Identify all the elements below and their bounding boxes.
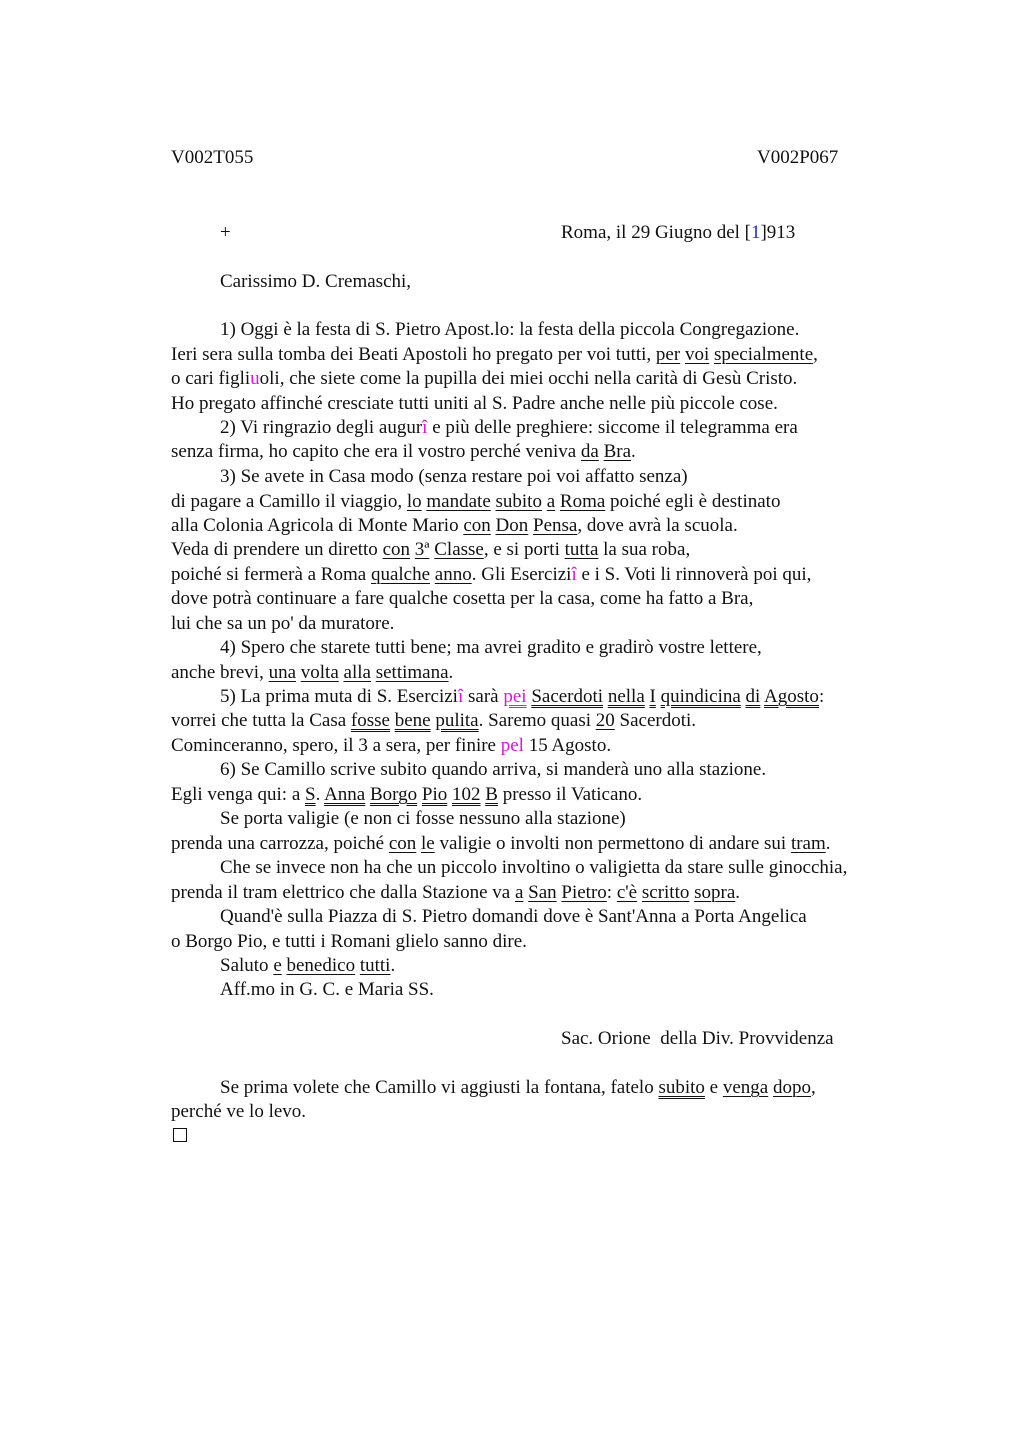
marked-text: con — [382, 539, 410, 560]
marked-text: Pensa — [533, 515, 578, 536]
text-line — [171, 393, 778, 415]
text-line — [220, 319, 799, 341]
text-segment: oli, che siete come la pupilla dei miei occhi nella carità di Gesù Cristo. — [259, 368, 798, 389]
text-segment: la sua roba, — [598, 539, 691, 560]
text-line — [171, 882, 740, 904]
text-segment: e i S. Voti li rinnoverà poi qui, — [576, 564, 812, 585]
text-segment: e più delle preghiere: siccome il telegramma era — [427, 417, 798, 438]
marked-text: sopra — [694, 882, 736, 903]
text-line — [171, 833, 831, 855]
text-line — [171, 539, 690, 561]
marked-text: pel — [500, 735, 524, 756]
text-line — [220, 979, 434, 1001]
text-line — [220, 686, 824, 708]
marked-text: con — [463, 515, 491, 536]
marked-text: Roma — [559, 491, 606, 512]
date-prefix: Roma, il 29 Giugno del [ — [561, 222, 751, 243]
text-line — [171, 368, 797, 390]
marked-text: Pietro — [561, 882, 607, 903]
text-segment: Sacerdoti. — [614, 710, 697, 731]
marked-text: Pio — [421, 784, 448, 805]
marked-text: dopo — [772, 1077, 811, 1098]
marked-text: tutti — [359, 955, 391, 976]
text-segment: valigie o involti non permettono di andare sui — [434, 833, 791, 854]
marked-text: Borgo — [369, 784, 418, 805]
text-line — [171, 564, 811, 586]
text-segment: . Saremo quasi — [478, 710, 596, 731]
text-line — [220, 417, 798, 439]
marked-text: scritto — [641, 882, 690, 903]
text-segment: 2) Vi ringrazio degli augur — [220, 417, 423, 438]
text-line — [220, 906, 807, 928]
text-segment: , — [810, 1077, 816, 1098]
marked-text: subito — [658, 1077, 705, 1098]
text-segment: , — [813, 344, 818, 365]
text-segment: 1) Oggi è la festa di S. Pietro Apost.lo: la festa della piccola Congregazione. — [220, 319, 800, 340]
marked-text: I — [649, 686, 656, 707]
marked-text: 20 — [595, 710, 615, 731]
text-segment: 5) La prima muta di S. Esercizi — [220, 686, 458, 707]
marked-text: î — [457, 686, 464, 707]
text-segment: Se prima volete che Camillo vi aggiusti la fontana, fatelo — [220, 1077, 659, 1098]
salutation: Carissimo D. Cremaschi, — [220, 271, 412, 292]
marked-text: benedico — [286, 955, 356, 976]
text-segment: Quand'è sulla Piazza di S. Pietro domandi dove è Sant'Anna a Porta Angelica — [220, 906, 807, 927]
text-segment: : — [818, 686, 825, 707]
marked-text: e — [273, 955, 282, 976]
text-line — [220, 857, 847, 879]
text-segment: . — [315, 784, 325, 805]
signature: Sac. Orione della Div. Provvidenza — [561, 1028, 834, 1049]
text-segment: Ho pregato affinché cresciate tutti uniti al S. Padre anche nelle più piccole cose. — [171, 393, 778, 414]
marked-text: da — [580, 441, 599, 462]
marked-text: u — [250, 368, 260, 389]
text-segment: perché ve lo levo. — [171, 1101, 307, 1122]
text-segment: Saluto — [220, 955, 274, 976]
marked-text: le — [421, 833, 435, 854]
text-line — [171, 441, 636, 463]
document-code-right: V002P067 — [757, 147, 839, 168]
text-segment: alla Colonia Agricola di Monte Mario — [171, 515, 464, 536]
text-segment: senza firma, ho capito che era il vostro perché veniva — [171, 441, 581, 462]
text-line — [171, 1101, 306, 1123]
text-segment: , e si porti — [483, 539, 565, 560]
text-segment: vorrei che tutta la Casa — [171, 710, 351, 731]
marked-text: Bra — [603, 441, 632, 462]
marked-text: 3ª — [414, 539, 430, 560]
marked-text: mandate — [426, 491, 491, 512]
text-line — [171, 491, 780, 513]
text-segment: . Gli Esercizi — [471, 564, 572, 585]
marked-text: venga — [722, 1077, 769, 1098]
text-segment: , dove avrà la scuola. — [577, 515, 738, 536]
text-segment: 4) Spero che starete tutti bene; ma avrei gradito e gradirò vostre lettere, — [220, 637, 762, 658]
marked-text: lo — [406, 491, 422, 512]
text-line — [171, 931, 527, 953]
text-segment: e — [704, 1077, 723, 1098]
text-segment: 15 Agosto. — [523, 735, 612, 756]
square-icon — [173, 1128, 187, 1142]
text-segment: : — [606, 882, 617, 903]
marked-text: fosse — [350, 710, 390, 731]
marked-text: voi — [684, 344, 710, 365]
text-line — [220, 955, 395, 977]
letter-date — [561, 222, 795, 244]
marked-text: a — [514, 882, 524, 903]
text-line — [220, 637, 762, 659]
marked-text: per — [655, 344, 681, 365]
marked-text: B — [485, 784, 498, 805]
marked-text: bene — [394, 710, 431, 731]
marked-text: a — [546, 491, 556, 512]
text-segment: presso il Vaticano. — [497, 784, 643, 805]
marked-text: anno — [434, 564, 472, 585]
text-line — [220, 808, 626, 830]
cross-mark: + — [220, 222, 231, 243]
marked-text: Agosto — [764, 686, 819, 707]
marked-text: con — [388, 833, 417, 854]
marked-text: 102 — [452, 784, 481, 805]
marked-text: specialmente — [713, 344, 814, 365]
text-line — [171, 588, 753, 610]
date-suffix: ]913 — [760, 222, 796, 243]
text-line — [171, 613, 394, 635]
text-segment: Aff.mo in G. C. e Maria SS. — [220, 979, 434, 1000]
marked-text: pei — [503, 686, 527, 707]
text-line — [171, 735, 611, 757]
text-segment: Cominceranno, spero, il 3 a sera, per finire — [171, 735, 501, 756]
document-code-left: V002T055 — [171, 147, 254, 168]
marked-text: tutta — [564, 539, 599, 560]
marked-text: quindicina — [660, 686, 741, 707]
text-segment: . — [390, 955, 396, 976]
date-bracket-digit: 1 — [750, 222, 761, 243]
marked-text: c'è — [616, 882, 638, 903]
text-line — [220, 1077, 816, 1099]
marked-text: pulita — [435, 710, 479, 731]
text-segment: prenda il tram elettrico che dalla Stazione va — [171, 882, 515, 903]
text-segment: prenda una carrozza, poiché — [171, 833, 389, 854]
text-segment: Se porta valigie (e non ci fosse nessuno alla stazione) — [220, 808, 626, 829]
text-segment: Egli venga qui: a — [171, 784, 306, 805]
text-segment: poiché egli è destinato — [605, 491, 781, 512]
text-segment: Che se invece non ha che un piccolo involtino o valigietta da stare sulle ginocchia, — [220, 857, 848, 878]
text-segment: . — [735, 882, 741, 903]
text-segment: . — [631, 441, 636, 462]
marked-text: Don — [495, 515, 529, 536]
text-segment: anche brevi, — [171, 662, 269, 683]
marked-text: di — [745, 686, 761, 707]
text-segment: lui che sa un po' da muratore. — [171, 613, 395, 634]
text-segment: di pagare a Camillo il viaggio, — [171, 491, 407, 512]
marked-text: Anna — [324, 784, 366, 805]
marked-text: settimana — [375, 662, 449, 683]
marked-text: una — [268, 662, 297, 683]
text-line — [171, 515, 738, 537]
text-segment: sarà — [463, 686, 504, 707]
marked-text: qualche — [370, 564, 431, 585]
marked-text: S — [305, 784, 316, 805]
text-line — [220, 466, 688, 488]
marked-text: Classe — [434, 539, 484, 560]
marked-text: alla — [343, 662, 371, 683]
text-line — [171, 344, 818, 366]
marked-text: San — [528, 882, 557, 903]
text-segment: Ieri sera sulla tomba dei Beati Apostoli ho pregato per voi tutti, — [171, 344, 656, 365]
text-segment: 3) Se avete in Casa modo (senza restare poi voi affatto senza) — [220, 466, 688, 487]
marked-text: volta — [300, 662, 339, 683]
text-segment: Veda di prendere un diretto — [171, 539, 383, 560]
marked-text: Sacerdoti — [531, 686, 604, 707]
marked-text: tram — [790, 833, 826, 854]
text-segment: . — [448, 662, 454, 683]
text-line — [220, 759, 766, 781]
marked-text: subito — [495, 491, 542, 512]
text-line — [171, 662, 453, 684]
text-line — [171, 710, 696, 732]
text-segment: o cari figli — [171, 368, 251, 389]
text-line — [171, 784, 642, 806]
text-segment: . — [825, 833, 831, 854]
text-segment: 6) Se Camillo scrive subito quando arriva, si manderà uno alla stazione. — [220, 759, 767, 780]
text-segment: poiché si fermerà a Roma — [171, 564, 371, 585]
marked-text: î — [422, 417, 428, 438]
text-segment: dove potrà continuare a fare qualche cosetta per la casa, come ha fatto a Bra, — [171, 588, 754, 609]
text-segment: o Borgo Pio, e tutti i Romani glielo sanno dire. — [171, 931, 527, 952]
marked-text: î — [571, 564, 577, 585]
marked-text: nella — [607, 686, 645, 707]
